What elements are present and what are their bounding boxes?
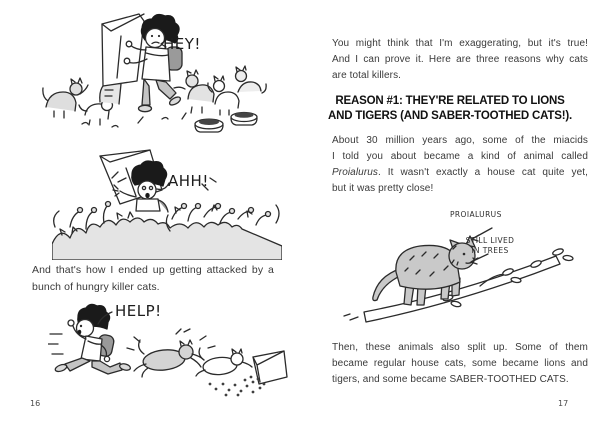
trees-label [452,236,528,255]
motion-lines [48,334,63,354]
body-paragraph [332,133,588,197]
text-line: And that's how I ended up getting attacked by a [32,264,274,276]
kibble-spill [209,376,266,397]
text-line: AND TIGERS (AND SABER-TOOTHED CATS!). [328,108,572,122]
right-page [300,0,600,436]
text-line: You might think that I'm exaggerating, but it's true! [332,38,588,49]
text-line: became regular house cats, some became lions and [332,358,588,369]
species-label: PROIALURUS [450,210,502,219]
cats-right [174,66,266,115]
page-number-right: 17 [558,399,569,408]
reason-heading [302,93,598,123]
text-line: About 30 million years ago, some of the miacids [332,135,588,146]
cat-food-bag [102,14,144,86]
text-line: REASON #1: THEY'RE RELATED TO LIONS [335,93,565,107]
illustration-proialurus [330,198,600,343]
text-line: I told you about became a kind of animal called [332,151,588,162]
species-name-italic: Proialurus [332,167,379,178]
text-line: Then, these animals also split up. Some of them [332,342,588,353]
speech-hey: HEY! [163,35,201,53]
intro-paragraph [332,36,588,84]
page-number-left: 16 [30,399,41,408]
trees-label-line: IN TREES [471,245,509,255]
text-line [332,165,588,181]
outro-paragraph [332,340,588,388]
text-line: bunch of hungry killer cats. [32,281,160,293]
text-line: tigers, and some became SABER-TOOTHED CATS. [332,374,569,385]
illustration-feeding-mob [42,6,267,151]
text-line: And I can prove it. Here are three reasons why cats [332,54,588,65]
text-segment: . It wasn't exactly a house cat quite yet, [378,167,588,178]
illustration-chase [48,300,288,400]
left-caption [32,262,274,296]
trees-label-line: STILL LIVED [465,236,515,245]
speech-ahh: AHH! [168,172,209,190]
food-bowls [195,112,257,132]
text-line: are total killers. [332,70,402,81]
speech-help: HELP! [115,302,162,320]
chasing-cats [127,329,252,377]
illustration-swarmed [52,148,282,260]
text-line: but it was pretty close! [332,183,434,194]
